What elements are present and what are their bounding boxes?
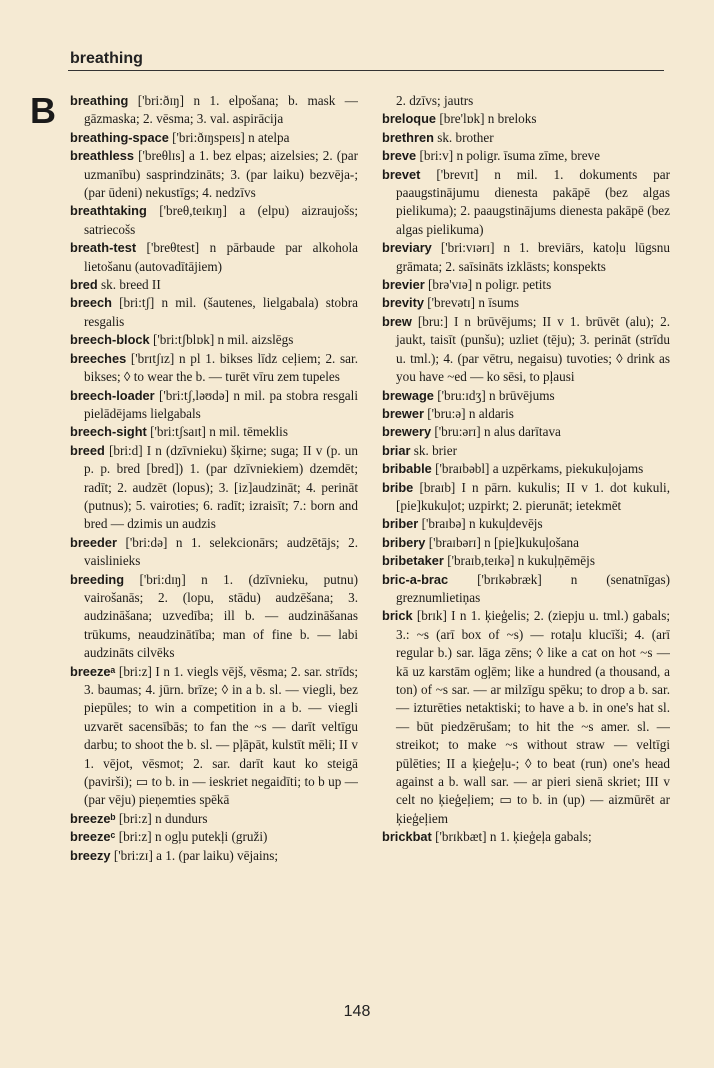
dictionary-entry — [70, 350, 358, 387]
dictionary-entry — [70, 294, 358, 331]
entry-definition: ['bri:ðɪŋ] n 1. elpošana; b. mask — gāzmaska; 2. vēsma; 3. val. aspirācija — [84, 93, 358, 127]
entry-headword: breathing-space — [70, 129, 169, 145]
entry-definition: ['braɪbə] n kukuļdevējs — [418, 516, 543, 532]
entry-headword: brickbat — [382, 829, 432, 845]
entry-headword: brewer — [382, 405, 424, 421]
dictionary-entry — [382, 552, 670, 570]
entry-definition: ['bri:də] n 1. selekcionārs; audzētājs; 2. vaislinieks — [84, 534, 358, 569]
entry-definition: ['brɪtʃɪz] n pl 1. bikses līdz ceļiem; 2. sar. bikses; ◊ to wear the b. — turēt vīru zem tupeles — [84, 350, 358, 385]
dictionary-entry — [70, 387, 358, 424]
running-head: breathing — [70, 50, 143, 67]
section-letter: B — [30, 90, 56, 131]
entry-definition: ['braɪbərɪ] n [pie]kukuļošana — [425, 534, 579, 550]
entry-definition: [bri:z] n ogļu putekļi (gruži) — [115, 829, 268, 845]
entry-headword: bred — [70, 277, 98, 293]
dictionary-entry — [382, 239, 670, 276]
entry-headword: breve — [382, 148, 417, 164]
entry-definition: [bre'lɒk] n breloks — [436, 111, 537, 127]
dictionary-entry — [70, 847, 358, 865]
entry-definition: sk. brother — [433, 129, 494, 145]
entry-headword: bric-a-brac — [382, 571, 449, 587]
entry-headword: bribe — [382, 479, 414, 495]
dictionary-entry — [382, 515, 670, 533]
entry-definition: [bri:z] I n 1. viegls vējš, vēsma; 2. sar. strīds; 3. baumas; 4. jūrn. brīze; ◊ in a b. sl. — viegli, bez piepūles; to win a competition in a b. — viegli uzvarēt sacensībās; to fan the ~s — darīt veltīgu darbu; to shoot the b. sl. — pļāpāt, kulstīt mēli; II v 1. vējot, vēsmot; 2. sar. darīt kaut ko steigā (pavirši); ▭ to b. in — ieskriet negaidīti; to b up — (par vēju) pieņemties spēkā — [84, 663, 358, 808]
dictionary-entry — [382, 607, 670, 828]
entry-definition: [bri:tʃ] n mil. (šautenes, lielgabala) stobra resgalis — [84, 295, 358, 329]
continued-entry-text: 2. dzīvs; jautrs — [396, 93, 474, 108]
entry-headword: brick — [382, 608, 413, 624]
dictionary-entry — [70, 810, 358, 828]
entry-headword: breezeᵇ — [70, 810, 116, 826]
entry-definition: ['bri:tʃsaɪt] n mil. tēmeklis — [146, 424, 288, 440]
dictionary-entry — [382, 276, 670, 294]
entry-headword: breezeᵃ — [70, 663, 116, 679]
entry-headword: briar — [382, 442, 411, 458]
entry-definition: [bri:v] n poligr. īsuma zīme, breve — [416, 148, 601, 164]
right-column — [382, 92, 670, 998]
entry-definition: ['breθlɪs] a 1. bez elpas; aizelsies; 2. (par uzmanību) sasprindzināts; 3. (par laiku) bezvēja-; (par ūdeni) nekustīgs; 4. nedzīvs — [84, 148, 358, 201]
entry-headword: breathless — [70, 148, 135, 164]
entry-headword: breech-loader — [70, 387, 155, 403]
dictionary-entry — [70, 147, 358, 202]
header-rule — [68, 70, 664, 71]
entry-definition: [bri:d] I n (dzīvnieku) šķirne; suga; II v (p. un p. p. bred [bred]) 1. (par dzīvniekiem) dzemdēt; radīt; 2. audzēt (lopus); 3. [iz]audzināt; 4. perināt (putnus); 5. vairoties; 6. radīt; izraisīt; 7.: born and bred — dzimis un audzis — [84, 442, 358, 532]
entry-headword: breathtaking — [70, 203, 147, 219]
dictionary-entry — [70, 828, 358, 846]
entry-definition: ['bri:dɪŋ] n 1. (dzīvnieku, putnu) vairošanās; 2. (lopu, stādu) audzēšana; 3. audzināšana; uzvedība; ill b. — audzināšanas trūkums, neaudzinātība; man of fine b. — labi audzināts cilvēks — [84, 571, 358, 661]
entry-headword: breech-sight — [70, 424, 147, 440]
dictionary-entry — [382, 147, 670, 165]
dictionary-entry — [70, 534, 358, 571]
entry-definition: ['brevətɪ] n īsums — [423, 295, 520, 311]
dictionary-entry — [382, 534, 670, 552]
dictionary-entry — [70, 202, 358, 239]
page-number: 148 — [343, 1003, 371, 1020]
entry-headword: breviary — [382, 240, 432, 256]
entry-headword: breeches — [70, 350, 127, 366]
dictionary-entry — [382, 442, 670, 460]
entry-definition: ['brevɪt] n mil. 1. dokuments par paaugstinājumu dienesta pakāpē (bez algas pielikuma); 2. paaugstinājums dienesta pakāpē (bez algas pielikuma) — [396, 166, 670, 237]
dictionary-entry — [382, 387, 670, 405]
entry-headword: brew — [382, 313, 412, 329]
dictionary-entry — [382, 110, 670, 128]
entry-headword: breech-block — [70, 332, 150, 348]
entry-definition: [braɪb] I n pārn. kukulis; II v 1. dot kukuli, [pie]kukuļot; uzpirkt; 2. pierunāt; ietekmēt — [396, 479, 670, 513]
entry-headword: brethren — [382, 129, 434, 145]
entry-headword: brevet — [382, 166, 421, 182]
entry-headword: brevity — [382, 295, 424, 311]
entry-headword: breath-test — [70, 240, 137, 256]
dictionary-entry — [70, 442, 358, 534]
entry-headword: breeding — [70, 571, 125, 587]
entry-headword: breezeᶜ — [70, 829, 116, 845]
dictionary-entry — [382, 294, 670, 312]
entry-definition: [bru:] I n brūvējums; II v 1. brūvēt (alu); 2. jaukt, taisīt (punšu); uzliet (tēju); 3. perināt (strīdu u. tml.); 4. (par vētru, negaisu) tuvoties; ◊ drink as you have ~ed — ko sēsi, to pļausi — [396, 313, 670, 385]
entry-headword: brewage — [382, 387, 434, 403]
entry-headword: brewery — [382, 424, 432, 440]
entry-definition: [brə'vɪə] n poligr. petits — [424, 277, 552, 293]
entry-headword: breech — [70, 295, 112, 311]
entry-definition: [bri:z] n dundurs — [115, 810, 208, 826]
entry-definition: ['bru:ɪdʒ] n brūvējums — [433, 387, 555, 403]
entry-headword: breed — [70, 442, 105, 458]
entry-definition: sk. breed II — [97, 277, 161, 293]
entry-definition: ['breθ,teɪkɪŋ] a (elpu) aizraujošs; satriecošs — [84, 203, 358, 237]
entry-definition: ['brɪkbæt] n 1. ķieģeļa gabals; — [431, 829, 592, 845]
dictionary-entry — [70, 92, 358, 129]
entry-headword: breathing — [70, 93, 129, 108]
entry-definition: ['bri:ðɪŋspeɪs] n atelpa — [168, 129, 290, 145]
entry-definition: ['bru:ərɪ] n alus darītava — [431, 424, 561, 440]
entry-headword: bribery — [382, 534, 426, 550]
left-column — [70, 92, 358, 998]
dictionary-entry — [382, 828, 670, 846]
entry-headword: brevier — [382, 277, 425, 293]
entry-headword: bribable — [382, 461, 432, 477]
entry-headword: breezy — [70, 847, 111, 863]
entry-definition: ['bri:tʃblɒk] n mil. aizslēgs — [149, 332, 294, 348]
dictionary-entry — [70, 129, 358, 147]
entry-definition: ['bru:ə] n aldaris — [423, 405, 514, 421]
dictionary-entry — [70, 331, 358, 349]
entry-headword: breloque — [382, 111, 437, 127]
entry-definition: ['bri:zɪ] a 1. (par laiku) vējains; — [110, 847, 279, 863]
dictionary-entry — [70, 276, 358, 294]
dictionary-entry — [382, 166, 670, 240]
entry-definition: ['bri:vɪərɪ] n 1. breviārs, katoļu lūgsnu grāmata; 2. saīsināts izklāsts; konspekts — [396, 240, 670, 274]
entry-definition: ['braɪb,teɪkə] n kukuļņēmējs — [443, 553, 595, 569]
entry-headword: briber — [382, 516, 419, 532]
entry-definition: ['bri:tʃ,ləʊdə] n mil. pa stobra resgali pielādējams lielgabals — [84, 387, 358, 421]
entry-definition: ['braɪbəbl] a uzpērkams, piekukuļojams — [431, 461, 644, 477]
entry-definition: ['brɪkəbræk] n (senatnīgas) greznumlietiņas — [396, 571, 670, 605]
dictionary-entry — [70, 423, 358, 441]
dictionary-entry — [70, 571, 358, 663]
dictionary-entry — [382, 313, 670, 387]
dictionary-entry — [382, 479, 670, 516]
dictionary-entry — [382, 571, 670, 608]
dictionary-entry — [382, 423, 670, 441]
entry-definition: [brɪk] I n 1. ķieģelis; 2. (ziepju u. tml.) gabals; 3.: ~s (arī box of ~s) — rotaļu klucīši; 4. (arī regular b.) sar. lāga zēns; ◊ like a cat on hot ~s — kā uz karstām ogļēm; like a hundred (a thousand, a ton) of ~s sar. — ar milzīgu spēku; to drop a b. sar. — izturēties netaktiski; to have a b. in one's hat sl. — būt piedzērušam; to hit the ~s amer. sl. — streikot; to make ~s without straw — veltīgi pūlēties; II a ķieģeļu-; ◊ to beat (run) one's head against a b. wall sar. — ar pieri sienā skriet; III v celt no ķieģeļiem; ▭ to b. in (up) — aizmūrēt ar ķieģeļiem — [396, 608, 670, 826]
entry-definition: sk. brier — [410, 442, 457, 458]
entry-headword: bribetaker — [382, 553, 444, 569]
dictionary-entry — [382, 405, 670, 423]
dictionary-entry — [70, 239, 358, 276]
dictionary-entry — [70, 663, 358, 810]
entry-definition: ['breθtest] n pārbaude par alkohola lietošanu (autovadītājiem) — [84, 240, 358, 274]
dictionary-entry — [382, 460, 670, 478]
entry-headword: breeder — [70, 534, 117, 550]
dictionary-entry — [382, 129, 670, 147]
